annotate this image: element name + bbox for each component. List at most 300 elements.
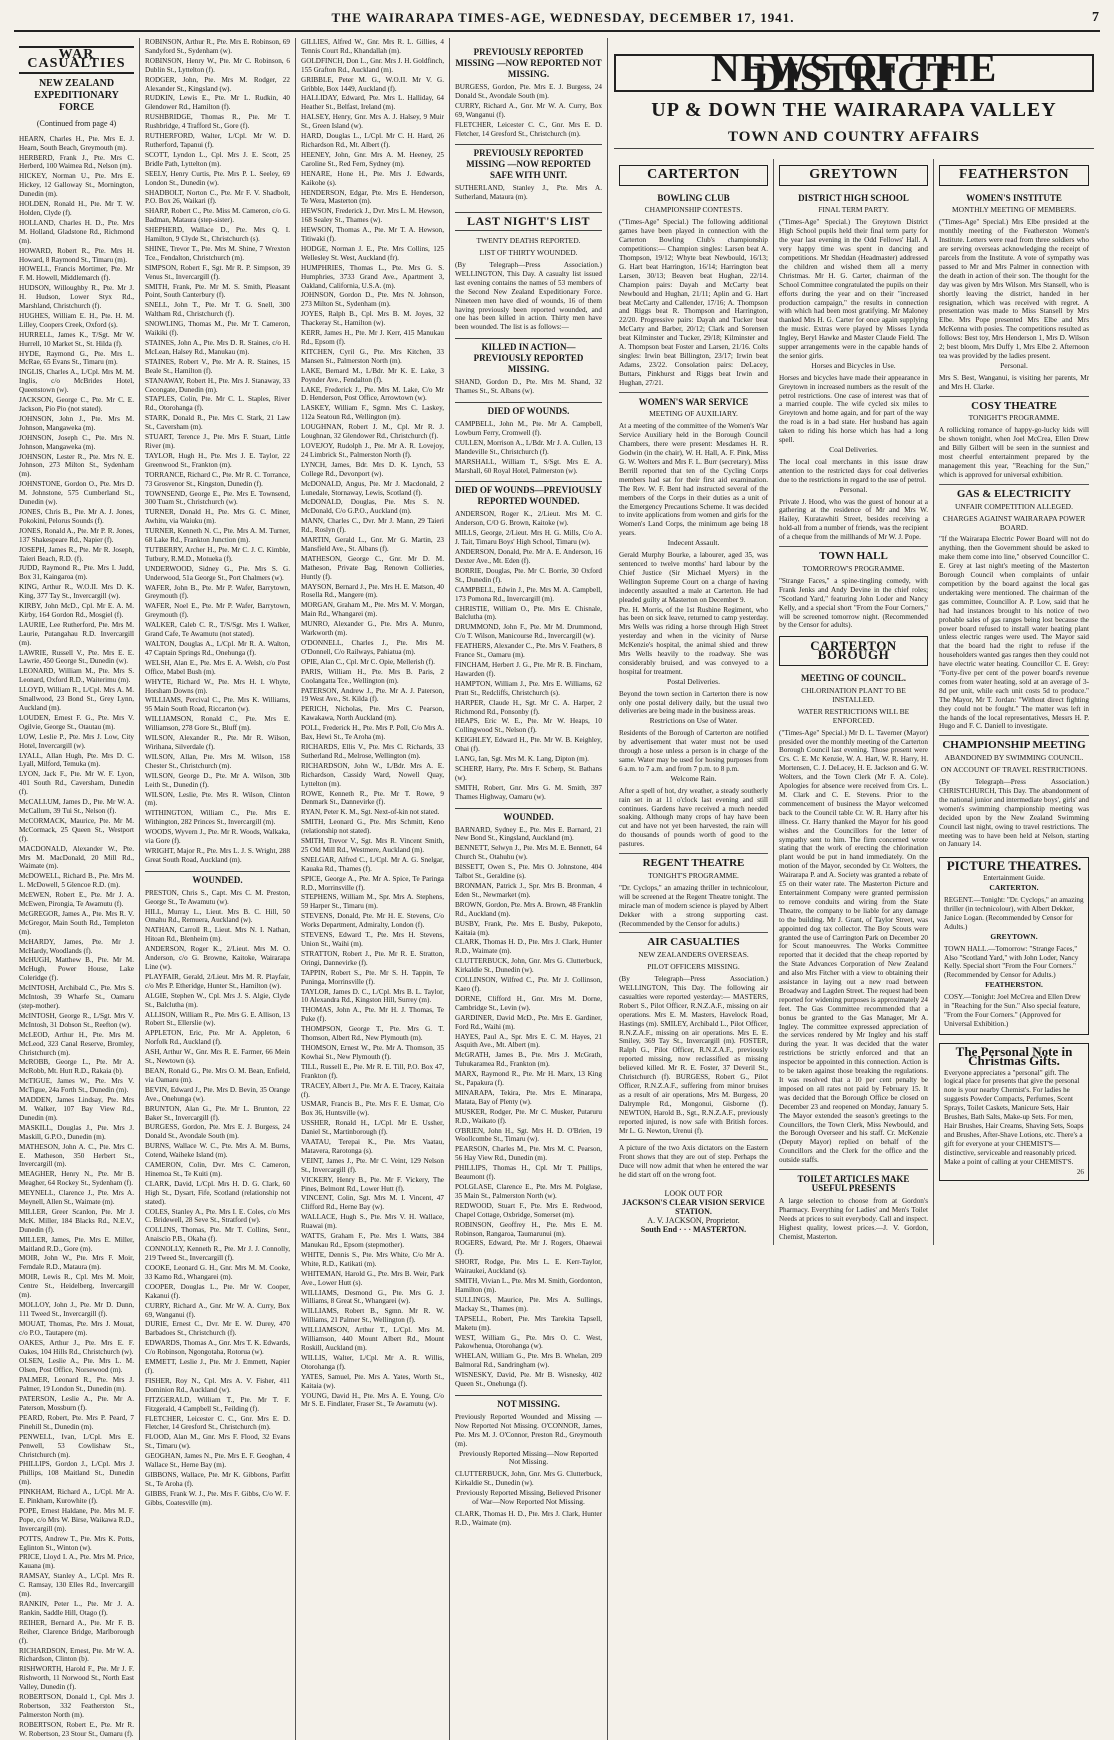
casualty-entry: TILL, Russell E., Pte. Mr R. E. Till, P.O. Box 47, Frankton (f). — [301, 1062, 444, 1080]
water-text: Residents of the Borough of Carterton are notified by advertisement that water must not be used through a hose unless a person is in charge of the same. Water may be used for hosing purposes from 6 a.m. to 7 a.m. and from 7 p.m. to 8 p.m. — [619, 729, 768, 773]
casualty-entry: HENARE, Hone H., Pte. Mrs J. Edwards, Kaikohe (s). — [301, 169, 444, 187]
casualty-entry: LEONARD, William M., Pte. Mrs S. Leonard, Oxford R.D., Waiterimu (m). — [19, 667, 134, 685]
wws-text: At a meeting of the committee of the Women's War Service Auxiliary held in the Borough Council Chambers, there were present: Mesdames H. R. Godwin (in the chair), W. H. Hall, A. F. Pink, Miss G. W. Wolters and Mrs F. L. Burr (secretary). Miss Berrill reported that ten of the Cycling Corps members had sat for their first aid examination. The Rev. W. F. Bent had instructed several of the members of the Corps in their duties as a unit of the Emergency Precautions Scheme. It was decided to invite applications from women and girls for the Women's Land Corps, the minimum age being 18 years. — [619, 422, 768, 538]
casualty-entry: LOUGHNAN, Robert J. M., Cpl. Mr R. J. Loughnan, 32 Glendower Rd., Christchurch (f). — [301, 423, 444, 441]
casualty-entry: HEENEY, John, Gnr. Mrs A. M. Heeney, 25 Caroline St., Red Fern, Sydney (m). — [301, 150, 444, 168]
casualty-entry: CURRY, Richard A., Gnr. Mr W. A. Curry, Box 69, Wanganui (f). — [145, 1301, 290, 1319]
casualty-entry: MINARAPA, Tekira, Pte. Mrs E. Minarapa, Matata, Bay of Plenty (w). — [455, 1088, 602, 1106]
institute-text: ("Times-Age" Special.) Mrs Elbe presided at the monthly meeting of the Featherston Women's Institute. Letters were read from three soldiers who are serving overseas acknowledging the receipt of parcels from the Institute. A vote of sympathy was passed to Mr and Mrs Palmer in connection with the death in action of their son. The thought for the day was given by Mrs Wilson. Mrs Stansell, who is shortly leaving the district, handed in her resignation, which was received with regret. A presentation was made to Miss Stansell by Mrs Elbe. Mrs Pope presented Mrs Elbe and Mrs McKenna with posies. The competitions resulted as follows: Best toy, Mrs Henderson 1, Mrs D. Wilson 2; best bloom, Mrs Duffy 1, Mrs Elbe 2. Afternoon tea was provided by the ladies present. — [939, 218, 1089, 360]
casualty-entry: WISNESKY, David, Pte. Mr B. Wisnesky, 402 Queen St., Onehunga (f). — [455, 1371, 602, 1389]
casualty-entry: LAWRIE, Russell V., Pte. Mrs E. E. Lawrie, 450 George St., Dunedin (w). — [19, 648, 134, 666]
casualty-entry: GILLIES, Alfred W., Gnr. Mrs R. L. Gillies, 4 Tennis Court Rd., Khandallah (m). — [301, 38, 444, 55]
casualty-entry: SMITH, Vivian L., Pte. Mrs M. Smith, Gordonton, Hamilton (m). — [455, 1277, 602, 1294]
misc-text: Pte. H. Morris, of the 1st Rushine Regiment, who has been on sick leave, returned to camp yesterday. Mrs Wells was riding a horse through High Street yesterday and when in the vicinity of Nurse McKenzie's hospital, the animal shied and threw Mrs Wells heavily to the roadway. She was considerably bruised, and was conveyed to a hospital for treatment. — [619, 605, 768, 676]
casualty-entry: MATHESON, George C., Gnr. Mr D. M. Matheson, Private Bag, Renown Collieries, Huntly (f). — [301, 554, 444, 581]
casualty-entry: HENDERSON, Edgar, Pte. Mrs E. Henderson, Te Wera, Masterton (m). — [301, 188, 444, 206]
casualty-entry: McHARDY, James, Pte. Mr J. McHardy, Woodlands (f). — [19, 937, 134, 955]
casualty-entry: FISHER, Roy N., Cpl. Mrs A. V. Fisher, 411 Dominion Rd., Auckland (w). — [145, 1376, 290, 1394]
coal-heading: Coal Deliveries. — [829, 445, 878, 454]
casualty-entry: ROBERTSON, Donald I., Cpl. Mrs J. Robertson, 332 Featherston St., Palmerston North (m). — [19, 1693, 134, 1719]
casualty-entry: JOHNSON, Joseph C., Pte. Mrs N. Johnson, Mangaweka (m). — [19, 433, 134, 451]
casualty-entry: McCORMACK, Maurice, Pte. Mr M. McCormack, 25 Queen St., Westport (f). — [19, 816, 134, 843]
swim-sub2: ON ACCOUNT OF TRAVEL RESTRICTIONS. — [940, 765, 1088, 775]
cosy-sub: TONIGHT'S PROGRAMME. — [968, 413, 1060, 423]
casualty-entry: CONNOLLY, Kenneth R., Pte. Mr J. J. Connolly, 219 Tweed St., Invercargill (f). — [145, 1245, 290, 1263]
cosy-theatre-heading: COSY THEATRE — [971, 399, 1057, 412]
casualty-entry: LOW, Leslie P., Pte. Mrs J. Low, City Hotel, Invercargill (w). — [19, 732, 134, 750]
casualty-entry: SHARP, Robert C., Pte. Miss M. Cameron, c/o G. Badman, Mataura (step-sister). — [145, 207, 290, 225]
casualty-entry: SNOWLING, Thomas M., Pte. Mr T. Cameron, Waikiki (f). — [145, 320, 290, 338]
casualty-entry: TAYLOR, James D. C., L/Cpl. Mrs B. L. Taylor, 10 Alexandra Rd., Kingston Hill, Surrey (m). — [301, 987, 444, 1005]
casualty-entry: BRUNTON, Alan G., Pte. Mr L. Brunton, 22 Baker St., Invercargill (f). — [145, 1104, 290, 1122]
casualty-entry: McINTOSH, George R., L/Sgt. Mrs V. McIntosh, 31 Dobson St., Reefton (w). — [19, 1011, 134, 1029]
casualty-entry: HOWARD, Robert R., Pte. Mrs H. Howard, 8 Raymond St., Timaru (m). — [19, 246, 134, 264]
casualty-entry: MEAGHER, Henry N., Pte. Mr B. Meagher, 64 Rockey St., Sydenham (f). — [19, 1170, 134, 1188]
casualty-entry: WILSON, George D., Pte. Mr A. Wilson, 30b Leith St., Dunedin (f). — [145, 771, 290, 789]
columns — [14, 38, 1100, 1738]
casualty-entry: STRATTON, Robert J., Pte. Mr R. E. Stratton, Oringi, Dannevirke (f). — [301, 949, 444, 967]
cosy-text: A rollicking romance of happy-go-lucky kids will be shown tonight, when Joel McCrea, Ellen Drew and Billy Gilbert will be seen in the sunniest and most cheerful entertainment prepared by the management this year, "Reaching for the Sun," which is approved for universal exhibition. — [939, 426, 1089, 479]
casualty-entry: JONES, Chris B., Pte. Mr A. J. Jones, Pokokini, Pelorus Sounds (f). — [19, 507, 134, 525]
casualty-entry: CAMPBELL, John M., Pte. Mr A. Campbell, Lowburn Ferry, Cromwell (f). — [455, 420, 602, 437]
column-casualties-3 — [296, 38, 450, 1740]
casualty-entry: STAPLES, Colin, Pte. Mr C. L. Staples, River Rd., Otorohanga (f). — [145, 395, 290, 413]
prev-missing-list — [455, 83, 602, 138]
casualty-entry: ANDERSON, Roger K., 2/Lieut. Mrs M. C. Anderson, C/O G. Brown, Kaitoke (w). — [455, 510, 602, 528]
casualty-entry: MARX, Raymond R., Pte. Mr H. Marx, 13 King St., Papakura (f). — [455, 1070, 602, 1088]
casualty-entry: WATTS, Graham F., Pte. Mrs I. Watts, 384 Manukau Rd., Epsom (stepmother). — [301, 1232, 444, 1249]
casualty-entry: RUDKIN, Lewis E., Pte. Mr L. Rudkin, 40 Glendower Rd., Hamilton (f). — [145, 94, 290, 112]
casualty-entry: BUSBY, Frank, Pte. Mrs E. Busby, Pukepoto, Kaitaia (m). — [455, 919, 602, 937]
masthead — [14, 6, 1100, 32]
casualty-entry: PLAYFAIR, Gerald, 2/Lieut. Mrs M. R. Playfair, c/o Mrs P. Etheridge, Hunter St., Hamilton (w). — [145, 972, 290, 990]
rain-text: After a spell of hot, dry weather, a steady southerly rain set in at 11 o'clock last evening and still continues. Gardens have received a much needed soaking. Although many crops of hay have been cut and have not yet been harvested, the rain will do thousands of pounds worth of good to the pastures. — [619, 786, 768, 849]
casualty-entry: SMITH, Trevor V., Sgt. Mrs R. Vincent Smith, 25 Old Mill Rd., Westmere, Auckland (m). — [301, 837, 444, 854]
casualty-entry: BURNS, Wallace W. C., Pte. Mrs A. M. Burns, Cotend, Waiheke Island (m). — [145, 1142, 290, 1160]
prev-not-missing-heading: Previously Reported Missing—Now Reported Not Missing. — [459, 1448, 598, 1467]
casualty-entry: RUSHBRIDGE, Thomas R., Pte. Mr T. Rushbridge, 4 Trafford St., Gore (f). — [145, 113, 290, 131]
casualty-entry: HEAPS, Eric W. E., Pte. Mr W. Heaps, 10 Collingwood St., Nelson (f). — [455, 717, 602, 735]
casualty-entry: WELSH, Alan E., Pte. Mrs E. A. Welsh, c/o Post Office, Mabel Bush (m). — [145, 658, 290, 676]
twenty-deaths-sub: TWENTY DEATHS REPORTED. — [476, 236, 581, 246]
horses-heading: Horses and Bicycles in Use. — [811, 360, 896, 370]
casualty-entry: HILL, Murray L., Lieut. Mrs B. C. Hill, 50 Omahu Rd., Remuera, Auckland (w). — [145, 907, 290, 925]
casualty-entry: SNELGAR, Alfred C., L/Cpl. Mr A. G. Snelgar, Kauaka Rd., Thames (f). — [301, 855, 444, 873]
chlorination-sub: CHLORINATION PLANT TO BE INSTALLED. — [801, 686, 906, 704]
council-meeting-sub: MEETING OF COUNCIL. — [801, 673, 906, 684]
postal-heading: Postal Deliveries. — [667, 676, 720, 686]
casualty-entry: ROBINSON, Geoffrey H., Pte. Mrs E. M. Robinson, Rangaroa, Taumarunui (m). — [455, 1220, 602, 1238]
casualty-entry: CHRISTIE, William O., Pte. Mrs E. Chisnale, Balclutha (m). — [455, 604, 602, 622]
casualty-entry: RICHARDSON, John W., L/Bdr. Mrs A. E. Richardson, Cassidy Ward, Nowell Quay, Lyttelton (m). — [301, 761, 444, 788]
casualty-entry: PATERSON, Andrew J., Pte. Mr A. J. Paterson, 19 West Ave., St. Kilda (f). — [301, 686, 444, 704]
casualty-entry: ROBINSON, Arthur R., Pte. Mrs E. Robinson, 69 Sandyford St., Sydenham (w). — [145, 38, 290, 55]
divider — [779, 1169, 928, 1170]
axis-picture-text: A picture of the two Axis dictators on the Eastern Front shows that they are out of step. Perhaps the Duce will now admit that when he entered the war he did start off on the wrong foot. — [619, 1144, 768, 1180]
featherston-column — [934, 159, 1094, 1245]
casualty-entry: POPE, Ernest Haldane, Pte. Mrs M. F. Pope, c/o Mrs W. Birse, Waikawa R.D., Invercargill (m). — [19, 1506, 134, 1533]
casualty-entry: COLES, Stanley A., Pte. Mrs I. E. Coles, c/o Mrs C. Bridewell, 28 Seve St., Stratford (w). — [145, 1207, 290, 1225]
casualty-entry: STAINES, Robert V., Pte. Mr A. R. Staines, 15 Beale St., Hamilton (f). — [145, 357, 290, 375]
carterton-heading: CARTERTON — [619, 165, 768, 186]
casualty-entry: JOSEPH, James R., Pte. Mr R. Joseph, Taieri Beach, R.D. (f). — [19, 545, 134, 563]
casualty-entry: MILLS, George, 2/Lieut. Mrs H. G. Mills, C/o A. J. Tait, Timaru Boys' High School, Timaru (w). — [455, 529, 602, 547]
casualty-entry: RODGER, John, Pte. Mrs M. Rodger, 22 Alexander St., Kingsland (w). — [145, 75, 290, 93]
personal-note-text: Everyone appreciates a "personal" gift. The logical place for presents that give the personal note is your nearby Chemist's. For ladies he suggests Powder Compacts, Perfumes, Scent Sprays, Toilet Caskets, Manicure Sets, Hair Brushes, Bath Salts, Make-up Sets. For men, Hair Brushes, Hair Creams, Shaving Sets, Soaps and Brushes, After-Shave Lotions, etc. There's a gift for everyone at your CHEMIST'S—distinctive, serviceable and reasonably priced. Make a point of calling at your CHEMIST'S. — [944, 1068, 1084, 1166]
casualty-entry: WAFER, John B., Pte. Mr P. Wafer, Barrytown, Greymouth (f). — [145, 583, 290, 601]
casualty-entry: OAKES, Arthur J., Pte. Mrs E. F. Oakes, 104 Hills Rd., Christchurch (w). — [19, 1338, 134, 1356]
casualty-entry: MUNRO, Alexander G., Pte. Mrs A. Munro, Warkworth (m). — [301, 620, 444, 638]
casualty-entry: RISHWORTH, Harold F., Pte. Mr J. F. Rishworth, 11 Norwood St., North East Valley, Dunedin (f). — [19, 1665, 134, 1692]
prev-pow-heading: Previously Reported Missing, Believed Prisoner of War—Now Reported Not Missing. — [456, 1488, 601, 1507]
casualty-entry: ALLISON, William R., Pte. Mrs G. E. Allison, 13 Robert St., Ellerslie (w). — [145, 1010, 290, 1028]
gas-sub: UNFAIR COMPETITION ALLEGED. — [955, 501, 1073, 511]
divider — [939, 484, 1089, 485]
newspaper-title: THE WAIRARAPA TIMES-AGE, WEDNESDAY, DECEMBER 17, 1941. — [331, 10, 795, 25]
casualty-entry: TURNER, Donald H., Pte. Mrs G. C. Miner, Awhitu, via Waiuku (m). — [145, 508, 290, 526]
casualty-entry: PALMER, Leonard R., Pte. Mrs J. Palmer, 19 London St., Dunedin (m). — [19, 1376, 134, 1394]
casualty-entry: RICHARDSON, Ernest, Pte. Mr W. A. Richardson, Clinton (b). — [19, 1646, 134, 1664]
casualty-entry: HEWSON, Frederick J., Dvr. Mrs L. M. Hewson, 168 Sealey St., Thames (w). — [301, 207, 444, 225]
casualty-entry: FLETCHER, Leicester C. C., Gnr. Mrs E. D. Fletcher, 14 Gresford St., Christchurch (m). — [455, 120, 602, 138]
prev-not-missing-text: CLUTTERBUCK, John, Gnr. Mrs G. Clutterbuck, Kirkaldie St., Dunedin (w). — [455, 1470, 602, 1488]
casualty-entry: PRESTON, Chris S., Capt. Mrs C. M. Preston, George St., Te Awamutu (w). — [145, 888, 290, 906]
town-hall-sub: TOMORROW'S PROGRAMME. — [802, 563, 905, 573]
casualty-entry: POTTS, Andrew T., Pte. Mrs K. Potts, Eglinton St., Winton (w). — [19, 1534, 134, 1552]
casualty-entry: VINCENT, Colin, Sgt. Mrs M. I. Vincent, 47 Clifford Rd., Herne Bay (w). — [301, 1194, 444, 1212]
casualty-entry: HODGE, Norman J. E., Pte. Mrs Collins, 125 Wellesley St. West, Auckland (fr). — [301, 244, 444, 262]
casualty-entry: WEST, William G., Pte. Mrs O. C. West, Pakowhenua, Otorohanga (w). — [455, 1333, 602, 1351]
divider — [619, 932, 768, 933]
casualty-entry: GIBBONS, Wallace, Pte. Mr K. Gibbons, Parfitt St., Te Aroha (f). — [145, 1470, 290, 1488]
casualty-entry: ASH, Arthur W., Gnr. Mrs R. E. Farmer, 66 Mein St., Newtown (s). — [145, 1048, 290, 1066]
swim-text: (By Telegraph—Press Association.) CHRISTCHURCH, This Day. The abandonment of the national junior and intermediate boys', girls' and women's swimming championship meeting was decided upon by the New Zealand Swimming Council last night, owing to travel restrictions. The meeting was to have been held at Nelson, starting on January 14. — [939, 778, 1089, 849]
casualty-entry: McEWEN, Robert E., Pte. Mr J. A. McEwen, Pirongia, Te Awamutu (f). — [19, 891, 134, 909]
casualty-entry: USSHER, Ronald H., L/Cpl. Mr E. Ussher, Daniel St., Martinborough (f). — [301, 1119, 444, 1137]
casualty-entry: WILLIAMS, Percival C., Pte. Mrs K. Williams, 95 Main South Road, Riccarton (w). — [145, 696, 290, 714]
f-personal-text: Mrs S. Best, Wanganui, is visiting her parents, Mr and Mrs H. Clarke. — [939, 373, 1089, 391]
casualty-entry: CULLEN, Morrison A., L/Bdr. Mr J. A. Cullen, 13 Mandeville St., Christchurch (f). — [455, 438, 602, 456]
casualty-entry: HOLDEN, Ronald H., Pte. Mr T. W. Holden, Clyde (f). — [19, 200, 134, 217]
casualty-entry: STUART, Terence J., Pte. Mrs F. Stuart, Little River (m). — [145, 433, 290, 450]
casualty-entry: MOIR, Lewis R., Cpl. Mrs M. Moir, Centre St., Heidelberg, Invercargill (m). — [19, 1273, 134, 1300]
casualty-entry: MATHESON, John A. C., Pte. Mrs C. E. Matheson, 350 Herbert St., Invercargill (m). — [19, 1142, 134, 1169]
casualty-entry: SMITH, Frank, Pte. Mr M. S. Smith, Pleasant Point, South Canterbury (f). — [145, 282, 290, 300]
casualty-entry: DURIE, Ernest C., Dvr. Mr E. W. Durey, 470 Barbadoes St., Christchurch (f). — [145, 1320, 290, 1338]
casualty-entry: COOPER, Douglas L., Pte. Mr W. Cooper, Kakanui (f). — [145, 1282, 290, 1300]
casualty-entry: CAMERON, Colin, Dvr. Mrs C. Cameron, Hinemoa St., Te Kuiti (m). — [145, 1161, 290, 1178]
casualty-entry: MUSKER, Rodger, Pte. Mr C. Musker, Putaruru R.D., Waikato (f). — [455, 1107, 602, 1125]
divider — [619, 392, 768, 393]
casualty-entry: OPIE, Alan C., Cpl. Mr C. Opie, Mellerish (f). — [301, 657, 435, 666]
casualty-entry: KING, Arthur R., W.O.II. Mrs D. K. King, 377 Tay St., Invercargill (w). — [19, 583, 134, 601]
casualty-entry: TORRANCE, Richard C., Pte. Mr R. C. Torrance, 73 Grosvenor St., Kingston, Dunedin (f). — [145, 470, 290, 488]
gas-text: "If the Wairarapa Electric Power Board will not do anything, then the Government should be asked to make them come into line," observed Councillor C. E. Grey at last night's meeting of the Masterton Borough Council when complaints of unfair competition by the board against the local gas undertaking were mentioned. The chairman of the gas committee, Councillor A. P. Low, said that he had had instances brought to his notice of two probable sales of gas ranges being lost because the power board refused to install water heating plant unless electric ranges were used. The Mayor said that the board had the right to refuse if the householders wanted gas ranges then they could not have electric water heating. Councillor C. E. Grey: "Forty-five per cent of the power board's revenue comes from water heating, sold at an average of 3-8d per unit, while each unit costs 5d to produce." The Mayor, Mr T. Jordan: "Without direct fighting they could not be fought." The matter was left in the hands of the local representatives, Messrs H. P. Hugo and F. C. Daniell to investigate. — [939, 535, 1089, 731]
casualty-entry: TAPPIN, Robert S., Pte. Mr S. H. Tappin, Te Puninga, Morrinsville (f). — [301, 968, 444, 986]
casualty-list — [301, 38, 444, 1409]
war-casualties-heading: WAR CASUALTIES — [19, 46, 134, 74]
air-sub: NEW ZEALANDERS OVERSEAS. — [638, 950, 749, 960]
casualty-entry: WILLIAMSON, Arthur T., L/Cpl. Mrs M. Williamson, 440 Mount Albert Rd., Mount Roskill, Auckland (m). — [301, 1326, 444, 1352]
casualty-entry: EDWARDS, Thomas A., Gnr. Mrs T. K. Edwards, C/o Robinson, Ngongotaha, Rotorua (w). — [145, 1339, 290, 1357]
casualty-entry: MANN, Charles C., Dvr. Mr J. Mann, 29 Taieri Rd., Roslyn (f). — [301, 517, 444, 535]
divider — [939, 396, 1089, 397]
casualty-entry: OLSEN, Leslie A., Pte. Mrs L. M. Olsen, Post Office, Norsewood (m). — [19, 1357, 134, 1375]
divider — [779, 546, 928, 547]
town-hall-heading: TOWN HALL — [819, 550, 888, 563]
casualty-entry: FLETCHER, Leicester C. C., Gnr. Mrs E. D. Fletcher, 14 Gresford St., Christchurch (m). — [145, 1414, 290, 1432]
divider — [619, 1139, 768, 1140]
casualty-entry: JUDD, Raymond R., Pte. Mrs I. Judd, Box 31, Kaingaroa (m). — [19, 564, 134, 582]
casualty-entry: WHYTE, Richard W., Pte. Mrs H. I. Whyte, Horsham Downs (m). — [145, 677, 290, 695]
pic-carterton-text: REGENT.—Tonight: "Dr. Cyclops," an amazing thriller (in technicolour), with Albert Dekker, Janice Logan. (Recommended by Censor for Adults.) — [944, 896, 1084, 931]
pic-featherston-text: COSY.—Tonight: Joel McCrea and Ellen Drew in "Reaching for the Sun." Also special feature, "From the Four Corners." (Approved for Universal Exhibition.) — [944, 993, 1081, 1028]
school-text: ("Times-Age" Special.) The Greytown District High School pupils held their final term party for the year last evening in the Odd Fellows' Hall. A very happy time was spent in dancing and competitions. Mr Sheddan (Headmaster) addressed the children and wished them all a merry Christmas. Mr H. G. Carter, chairman of the School Committee congratulated the pupils on their efforts during the year and on their "increased production campaign," the results in connection with which had been most gratifying. Mr Maloney thanked Mrs H. G. Carter for once again supplying the music. Extras were played by Misses Lynda Ingley, Beryl Hawke and Master Claude Field. The supper arrangements were in the capable hands of the senior girls. — [779, 218, 928, 360]
regent-text: "Dr. Cyclops," an amazing thriller in technicolour, will be screened at the Regent Theatre tonight. The miracle man of modern science is played by Albert Dekker with a strong supporting cast. (Recommended by the Censor for adults.) — [619, 883, 768, 928]
casualty-entry: McHUGH, Matthew B., Pte. Mr M. McHugh, Power House, Lake Coleridge (f). — [19, 956, 134, 983]
prev-missing-safe-heading: PREVIOUSLY REPORTED MISSING —NOW REPORTED SAFE WITH UNIT. — [455, 144, 602, 181]
gas-electricity-heading: GAS & ELECTRICITY — [956, 487, 1072, 500]
thirty-wounded-sub: LIST OF THIRTY WOUNDED. — [479, 248, 578, 258]
casualty-entry: McTIGUE, James W., Pte. Mrs V. McTigue, 24a Forth St., Dunedin (m). — [19, 1077, 134, 1095]
casualty-entry: THOMSON, Ernest W., Pte. Mr A. Thomson, 35 Kowhai St., New Plymouth (f). — [301, 1043, 444, 1061]
casualty-entry: SPICE, George A., Pte. Mr A. Spice, Te Paringa R.D., Morrinsville (f). — [301, 874, 444, 892]
carterton-column — [614, 159, 774, 1245]
womens-institute-heading: WOMEN'S INSTITUTE — [966, 192, 1062, 203]
casualty-entry: COLLINS, Thomas, Pte. Mr T. Collins, Senr., Anaiscio P.B., Okaha (f). — [145, 1226, 290, 1244]
casualty-entry: SHORT, Rodge, Pte. Mrs L. E. Kerr-Taylor, Wairaukei, Auckland (s). — [455, 1258, 602, 1276]
casualty-entry: SHINE, Trevor T., Pte. Mrs M. Shine, 7 Wrexton Tce., Fendalton, Christchurch (m). — [145, 244, 290, 262]
regent-sub: TONIGHT'S PROGRAMME. — [648, 870, 739, 880]
picture-theatres-box — [939, 857, 1089, 1034]
casualty-entry: BURGESS, Gordon, Pte. Mrs E. J. Burgess, 24 Donald St., Avondale South (m). — [455, 83, 602, 100]
casualty-entry: MILLER, Greer Scanlon, Pte. Mr J. McK. Miller, 184 Blacks Rd., N.E.V., Dunedin (f). — [19, 1207, 134, 1234]
casualty-entry: MOIR, John W., Pte. Mrs F. Moir, Ferndale R.D., Mataura (m). — [19, 1254, 134, 1272]
casualty-entry: WILLIS, Walter, L/Cpl. Mr A. R. Willis, Otorohanga (f). — [301, 1353, 444, 1371]
casualty-entry: WHITE, Dennis S., Pte. Mrs White, C/o Mr A. White, R.D., Katikati (m). — [301, 1250, 444, 1268]
casualty-entry: McGRATH, James B., Pte. Mrs J. McGrath, Tuhukaramea Rd., Frankton (m). — [455, 1051, 602, 1069]
casualty-entry: CLUTTERBUCK, John, Gnr. Mrs G. Clutterbuck, Kirkaldie St., Dunedin (w). — [455, 957, 602, 975]
district-news-area — [608, 38, 1100, 1740]
casualty-entry: MEYNELL, Clarence J., Pte. Mrs A. Meynell, Allen St., Waimate (m). — [19, 1189, 134, 1207]
swim-sub: ABANDONED BY SWIMMING COUNCIL. — [944, 753, 1084, 763]
casualty-entry: ALGIE, Stephen W., Cpl. Mrs J. S. Algie, Clyde St., Balclutha (m). — [145, 991, 290, 1009]
casualty-entry: BORRIE, Douglas, Pte. Mr C. Borrie, 30 Oxford St., Dunedin (f). — [455, 566, 602, 584]
casualty-entry: McDONALD, Angus, Pte. Mr J. Macdonald, 2 Lunedale, Stornaway, Lewis, Scotland (f). — [301, 479, 444, 497]
regent-theatre-heading: REGENT THEATRE — [642, 857, 745, 870]
casualty-entry: TAYLOR, Hugh H., Pte. Mrs J. E. Taylor, 22 Greenwood St., Frankton (m). — [145, 451, 290, 469]
ad-number: 26 — [1076, 1167, 1084, 1176]
featherston-heading: FEATHERSTON — [939, 165, 1089, 186]
casualty-entry: ROWE, Kenneth R., Pte. Mr T. Rowe, 9 Denmark St., Dannevirke (f). — [301, 789, 444, 807]
casualty-entry: DRUMMOND, John F., Pte. Mr M. Drummond, C/o T. Wilson, Manicourse Rd., Invercargill (w). — [455, 623, 602, 641]
horses-text: Horses and bicycles have made their appearance in Greytown in increased numbers as the result of the petrol restrictions. One case of interest was that of a married couple. The wife cycled six miles to Greytown and home again, and for part of the way the road is in a bad state. Her husband has again taken to riding his horse which has had a long spell. — [779, 373, 928, 445]
casualty-entry: KEIGHLEY, Edward H., Pte. Mr W. B. Keighley, Ohai (f). — [455, 736, 602, 754]
casualty-entry: O'DONNELL, Charles J., Pte. Mrs M. O'Donnell, C/o Railways, Pahiatua (m). — [301, 639, 444, 656]
casualty-entry: PERICH, Nicholas, Pte. Mrs C. Pearson, Kawakawa, North Auckland (m). — [301, 705, 444, 723]
casualty-entry: SCHERP, Harry, Pte. Mrs F. Scherp, St. Bathans (w). — [455, 764, 602, 782]
casualty-entry: REIHER, Bernard A., Pte. Mr F. B. Reiher, Clarence Bridge, Marlborough (f). — [19, 1618, 134, 1645]
casualty-entry: PATERSON, Leslie A., Pte. Mr A. Paterson, Mossburn (f). — [19, 1395, 134, 1412]
casualty-entry: RICHARDS, Ellis V., Pte. Mrs C. Richards, 33 Sutherland Rd., Melrose, Wellington (m). — [301, 742, 444, 760]
casualty-entry: WALKER, Caleb C. R., T/S/Sgt. Mrs I. Walker, Grand Cafe, Te Awamutu (not stated). — [145, 621, 290, 639]
casualty-entry: HOLLAND, Charles H. D., Pte. Mrs M. Holland, Gladstone Rd., Richmond (m). — [19, 218, 134, 245]
casualty-entry: HEARN, Charles H., Pte. Mrs E. J. Hearn, South Beach, Greymouth (m). — [19, 134, 134, 152]
casualty-entry: SULLINGS, Maurice, Pte. Mrs A. Sullings, Mackay St., Thames (m). — [455, 1295, 602, 1313]
lookout-text: JACKSON'S CLEAR VISION SERVICE STATION. — [622, 1197, 765, 1216]
casualty-entry: GEOGHAN, James N., Pte. Mrs E. F. Geoghan, 4 Wallace St., Herne Bay (m). — [145, 1452, 290, 1470]
casualty-entry: SMITH, Leonard G., Pte. Mrs Schmitt, Keno (relationship not stated). — [301, 818, 444, 836]
casualty-entry: FINCHAM, Herbert J. G., Pte. Mr R. B. Fincham, Hawarden (f). — [455, 660, 602, 678]
bowling-club-heading: BOWLING CLUB — [657, 192, 730, 203]
divider — [939, 735, 1089, 736]
casualty-entry: STAINES, John A., Pte. Mrs D. R. Staines, c/o H. McLean, Halsey Rd., Manukau (m). — [145, 339, 290, 356]
casualty-entry: POLGLASE, Clarence E., Pte. Mrs M. Polglase, 35 Main St., Palmerston North (w). — [455, 1183, 602, 1200]
prev-missing-heading: PREVIOUSLY REPORTED MISSING —NOW REPORTED NOT MISSING. — [455, 47, 602, 79]
casualty-entry: HYDE, Raymond G., Pte. Mrs L. McRae, 65 Evans St., Timaru (m). — [19, 349, 134, 367]
toilet-articles-heading: TOILET ARTICLES MAKE USEFUL PRESENTS — [797, 1174, 910, 1193]
borough-text: ("Times-Age" Special.) Mr D. L. Taverner (Mayor) presided over the monthly meeting of the Carterton Borough Council last evening. Those present were Crs. C. E. Mc Kenzie, W. A. Hart, W. R. Harry, H. Mortensen, C. J. DeLacey, H. E. Jackson and G. W. Wolters, and the Town Clerk (Mr F. A. Cole). Apologies for absence were received from Crs. L. M. Clark and C. E. Stevens. Prior to the commencement of business the Mayor welcomed back to the Council table Cr. W. R. Harry after his illness. Cr. Harry thanked the Mayor for his good wishes and the Councillors for the letter of sympathy sent to him. The firm concerned wrote stating that the work of erecting the chlorination plant would be put in hand immediately. On the motion of the Mayor, seconded by Cr. Wolters, the Wairarapa P. and A. Society was granted a rebate of £5 on their water rate. The Masterton Picture and Entertainment Company were granted permission to remove conduits and wiring from the State Theatre, the company to be liable for any damage to the building. Mr J. Grant, of Taylor Street, was appointed dog tax collector. The Boy Scouts were granted the use of Carrington Park on December 20 for Scout manoeuvres. The Works Committee reported that it decided that the cheap reported by the State Advances Corporation of New Zealand and also Mrs Fitcher with a view to obtaining their assistance in laying out a new road between Broadway and Lagden Street. The request had been reported for widening purposes is approximately 24 feet. The Gas Committee recommended that a bonus be granted to the Gas Manager, Mr A. Ingley. The committee expressed appreciation of the services rendered by Mr Ingley and his staff during the year. It was decided that the water restrictions be strictly enforced and that an inspector be appointed in this connection. Action is to be taken against those breaking the regulations. It was resolved that a 10 per cent penalty be imposed on all rates not paid by February 15. It was decided that the Borough Office be closed on December 23 and reopened on Monday, January 5. The Mayor extended the season's greetings to the Councillors, the Town Clerk, Miss Newbould, and the Borough Overseer and his staff. Cr. McKenzie (Deputy Mayor) replied on behalf of the Councillors and the Clerk for the office and the outside staffs. — [779, 728, 928, 1165]
greytown-column — [774, 159, 934, 1245]
casualty-entry: HUMPHRIES, Thomas L., Pte. Mrs G. S. Humphries, 3733 Grand Ave., Apartment 3, Oakland, California, U.S.A. (m). — [301, 263, 444, 290]
casualty-entry: McGREGOR, James A., Pte. Mrs R. V. McGregor, Main South Rd., Templeton (m). — [19, 909, 134, 936]
casualty-entry: SUTHERLAND, Stanley J., Pte. Mrs A. Sutherland, Mataura (m). — [455, 184, 602, 202]
last-nights-list-heading: LAST NIGHT'S LIST — [455, 212, 602, 231]
casualty-entry: POLL, Frederick H., Pte. Mrs P. Poll, C/o Mrs A. Bax, Hewi St., Te Aroha (m). — [301, 724, 444, 742]
coal-text: The local coal merchants in this issue draw attention to the restricted days for coal deliveries due to the restrictions in regard to the use of petrol. — [779, 457, 928, 484]
wounded-list-2 — [455, 826, 602, 1389]
casualty-entry: WALTON, Douglas A., L/Cpl. Mr R. A. Walton, 47 Captain Springs Rd., Onehunga (f). — [145, 640, 290, 657]
continued-note: (Continued from page 4) — [36, 118, 117, 128]
casualty-entry: MOLLOY, John J., Pte. Mr D. Dunn, 111 Tweed St., Invercargill (f). — [19, 1301, 134, 1318]
casualty-entry: KITCHEN, Cyril G., Pte. Mrs Kitchen, 33 Mansen St., Palmerston North (m). — [301, 347, 444, 365]
casualty-entry: SEELY, Henry Curtis, Pte. Mrs P. L. Seeley, 69 London St., Dunedin (w). — [145, 169, 290, 187]
casualty-entry: LOVEJOY, Rudolph J., Pte. Mr A. R. Lovejoy, 24 Limbrick St., Palmerston North (f). — [301, 441, 444, 459]
casualty-entry: VEINT, James J., Pte. Mr C. Veint, 129 Nelson St., Invercargill (f). — [301, 1156, 444, 1174]
casualty-entry: WALLACE, Hugh S., Pte. Mrs V. H. Wallace, Ruawai (m). — [301, 1213, 444, 1231]
casualty-entry: VICKERY, Henry B., Pte. Mr F. Vickery, The Pines, Belmont Rd., Lower Hutt (f). — [301, 1175, 444, 1193]
column-war-casualties — [14, 38, 140, 1740]
greytown-heading: GREYTOWN — [779, 165, 928, 186]
personal-note-heading: The Personal Note in Christmas Gifts. — [955, 1043, 1073, 1068]
casualty-entry: THOMAS, John A., Pte. Mr H. J. Thomas, Te Puke (f). — [301, 1006, 444, 1024]
casualty-entry: STEVENS, Donald, Pte. Mr H. E. Stevens, C/o Works Department, Admiralty, London (f). — [301, 912, 444, 930]
water-heading: Restrictions on Use of Water. — [649, 716, 738, 726]
casualty-entry: PENWELL, Ivan, L/Cpl. Mrs E. Penwell, 53 Cowlishaw St., Christchurch (m). — [19, 1432, 134, 1459]
dow-prev-list — [455, 510, 602, 801]
town-hall-text: "Strange Faces," a spine-tingling comedy, with Frank Jenks and Andy Devine in the chief roles; "Scotland Yard," featuring John Loder and Nancy Kelly, and a special short "From the Four Corners," will be screened tomorrow night. (Recommended by the Censor for adults). — [779, 576, 928, 630]
casualty-entry: PHILLIPS, Thomas H., Cpl. Mr T. Phillips, Beaumont (f). — [455, 1164, 602, 1182]
casualty-entry: COOKE, Leonard G. H., Gnr. Mrs M. M. Cooke, 33 Kamo Rd., Whangarei (m). — [145, 1264, 290, 1281]
district-columns — [614, 159, 1094, 1245]
casualty-entry: LAURIE, Lee Rutherford, Pte. Mrs M. Laurie, Putangahau R.D. Invercargill (m). — [19, 620, 134, 647]
wounded-list — [145, 889, 290, 1508]
dow-prev-heading: DIED OF WOUNDS—PREVIOUSLY REPORTED WOUNDED. — [455, 481, 602, 507]
casualty-entry: ROBERTSON, Robert E., Pte. Mr R. W. Robertson, 23 Stour St., Oamaru (f). — [19, 1720, 134, 1738]
casualty-entry: RYAN, Peter K. M., Sgt. Next-of-kin not stated. — [301, 808, 440, 817]
casualty-entry: HALSEY, Henry, Gnr. Mrs A. J. Halsey, 9 Muir St., Green Island (w). — [301, 113, 444, 131]
casualty-entry: INGLIS, Charles A., L/Cpl. Mrs M. M. Inglis, c/o McBrides Hotel, Queenstown (w). — [19, 368, 134, 395]
casualty-entry: TOWNSEND, George E., Pte. Mrs E. Townsend, 300 Tuam St., Christchurch (w). — [145, 489, 290, 507]
lookout-address: South End · · · MASTERTON. — [640, 1224, 747, 1234]
casualty-entry: PEARD, Robert, Pte. Mrs P. Peard, 7 Pinehill St., Dunedin (m). — [19, 1413, 134, 1431]
casualty-entry: JOHNSON, John J., Pte. Mrs M. Johnson, Mangaweka (m). — [19, 414, 134, 432]
casualty-entry: SNELL, John T., Pte. Mr T. G. Snell, 300 Waltham Rd., Christchurch (f). — [145, 301, 290, 319]
casualty-entry: CURRY, Richard A., Gnr. Mr W. A. Curry, Box 69, Wanganui (f). — [455, 101, 602, 119]
casualty-entry: HOWELL, Francis Mortimer, Pte. Mr F. M. Howell, Middlemarch (f). — [19, 265, 134, 283]
bowling-sub: CHAMPIONSHIP CONTESTS. — [644, 205, 743, 215]
casualty-entry: SMITH, Robert, Gnr. Mrs G. M. Smith, 397 Thames Highway, Oamaru (w). — [455, 783, 602, 801]
casualty-entry: BENNETT, Selwyn J., Pte. Mrs M. E. Bennett, 64 Church St., Otahuhu (w). — [455, 844, 602, 862]
casualty-entry: VAATAU, Terepai K., Pte. Mrs Vaatau, Matavera, Rarotonga (s). — [301, 1138, 444, 1155]
casualty-entry: YOUNG, David H., Pte. Mrs A. E. Young, C/o Mr S. E. Findlater, Fraser St., Te Awamutu (w). — [301, 1391, 444, 1409]
casualty-list — [145, 38, 290, 865]
casualty-entry: HICKEY, Norman U., Pte. Mrs E. Hickey, 12 Galloway St., Mornington, Dunedin (m). — [19, 172, 134, 199]
casualty-entry: LASKEY, William F., Sgmn. Mrs C. Laskey, 112a Seatoun Rd., Wellington (m). — [301, 404, 444, 422]
casualty-entry: MAYSON, Bernard J., Pte. Mrs H. E. Matson, 40 Rosella Rd., Mangere (m). — [301, 582, 444, 600]
gas-sub2: CHARGES AGAINST WAIRARAPA POWER BOARD. — [942, 513, 1086, 532]
news-of-the-district-title: NEWS OF THE DISTRICT — [614, 54, 1094, 92]
casualty-entry: McCALLUM, James D., Pte. Mr W. A. McCallum, 39 Tui St., Nelson (f). — [19, 798, 134, 815]
casualty-entry: NATHAN, Carroll R., Lieut. Mrs N. I. Nathan, Hitoan Rd., Blenheim (m). — [145, 926, 290, 944]
casualty-entry: MARSHALL, William T., S/Sgt. Mrs E. A. Marshall, 60 Royal Hotel, Palmerston (w). — [455, 457, 602, 475]
casualty-entry: FEATHERS, Alexander C., Pte. Mrs V. Feathers, 8 France St., Oamaru (m). — [455, 642, 602, 660]
died-of-wounds-heading: DIED OF WOUNDS. — [455, 402, 602, 417]
casualty-entry: HARD, Douglas L., L/Cpl. Mr C. H. Hard, 26 Richardson Rd., Mt. Albert (f). — [301, 132, 444, 149]
casualty-entry: MADDEN, James Lindsay, Pte. Mrs M. Walker, 107 Bay View Rd., Dunedin (m). — [19, 1096, 134, 1122]
personal-text: Private J. Hood, who was the guest of honour at a gathering at the residence of Mr and Mrs W. Hailey, Kuratawhiti Street, besides receiving a hold-all from a number of friends, was the recipient of a cheque from the millhands of Mr W. J. Pope. — [779, 497, 928, 542]
jackson-advert — [619, 1190, 768, 1235]
casualty-entry: MOUAT, Thomas, Pte. Mrs J. Mouat, c/o P.O., Tautapere (m). — [19, 1319, 134, 1337]
casualty-entry: MASKILL, Douglas J., Pte. Mrs J. Maskill, G.P.O., Dunedin (m). — [19, 1123, 134, 1141]
killed-heading: KILLED IN ACTION—PREVIOUSLY REPORTED MISSING. — [455, 338, 602, 375]
casualty-entry: WILLIAMS, Robert B., Sgmn. Mr R. W. Williams, 21 Palmer St., Wellington (f). — [301, 1307, 444, 1325]
casualty-entry: O'BRIEN, John H., Sgt. Mrs H. D. O'Brien, 19 Woollcombe St., Timaru (w). — [455, 1126, 602, 1144]
casualty-entry: BRONMAN, Patrick J., Spr. Mrs B. Bronman, 4 Eden St., Newmarket (m). — [455, 882, 602, 899]
casualty-entry: FLOOD, Alan M., Gnr. Mrs F. Flood, 32 Evans St., Timaru (w). — [145, 1433, 290, 1451]
casualty-entry: BISSETT, Owen S., Pte. Mrs O. Johnstone, 404 Talbot St., Geraldine (s). — [455, 863, 602, 881]
casualty-entry: WHITEMAN, Harold G., Pte. Mrs B. Weir, Park Ave., Lower Hutt (s). — [301, 1269, 444, 1287]
casualty-entry: SHAND, Gordon D., Pte. Mrs M. Shand, 32 Thames St., St. Albans (w). — [455, 378, 602, 396]
casualty-entry: McDOWELL, Richard B., Pte. Mrs M. L. McDowell, 5 Glencoe R.D. (m). — [19, 872, 134, 890]
wws-sub: MEETING OF AUXILIARY. — [649, 409, 738, 419]
casualty-entry: CLARK, Thomas H. D., Pte. Mrs J. Clark, Hunter R.D., Waimate (m). — [455, 938, 602, 956]
casualty-entry: RUTHERFORD, Walter, L/Cpl. Mr W. D. Rutherford, Tapanui (f). — [145, 132, 290, 149]
picture-theatres-heading: PICTURE THEATRES. — [946, 858, 1082, 874]
casualty-entry: CLARK, David, L/Cpl. Mrs H. D. G. Clark, 60 High St., Dysart, Fife, Scotland (relationship not stated). — [145, 1179, 290, 1206]
casualty-entry: GRIBBLE, Peter M. G., W.O.II. Mr V. G. Gribble, Box 1449, Auckland (f). — [301, 75, 444, 93]
indecent-assault-heading: Indecent Assault. — [667, 538, 720, 548]
casualty-entry: JONES, Ronald A., Pte. Mr P. R. Jones, 137 Shakespeare Rd., Napier (f). — [19, 526, 134, 544]
casualty-entry: PARIS, William H., Pte. Mrs B. Paris, 2 Coolangatta Tce., Wellington (m). — [301, 667, 444, 685]
casualty-entry: BEVIN, Edward J., Pte. Mrs D. Bevin, 35 Orange Ave., Onehunga (w). — [145, 1085, 290, 1103]
column-casualties-2 — [140, 38, 296, 1740]
column-casualties-4 — [450, 38, 608, 1740]
town-country-subtitle: TOWN AND COUNTRY AFFAIRS — [614, 133, 1094, 149]
casualty-entry: JOHNSTONE, Gordon O., Pte. Mrs D. M. Johnstone, 575 Cumberland St., Dunedin (w). — [19, 480, 134, 507]
not-missing-text: Previously Reported Wounded and Missing — Now Reported Not Missing. O'CONNOR, James, Pte. Mrs M. J. O'Connor, Preston Rd., Greymouth (m). — [455, 1412, 602, 1448]
casualty-entry: LAKE, Frederick J., Pte. Mrs M. Lake, C/o Mr D. Henderson, Post Office, Arrowtown (w). — [301, 385, 444, 403]
casualty-entry: TRACEY, Albert J., Pte. Mr A. E. Tracey, Kaitaia (f). — [301, 1081, 444, 1099]
pic-featherston: FEATHERSTON. — [985, 980, 1043, 990]
high-school-heading: DISTRICT HIGH SCHOOL — [798, 192, 909, 203]
personal-note-box — [939, 1043, 1089, 1182]
casualty-entry: UNDERWOOD, Sidney G., Pte. Mrs S. G. Underwood, 51a George St., Port Chalmers (w). — [145, 564, 290, 582]
casualty-entry: RANKIN, Peter L., Pte. Mr J. A. Rankin, Saddle Hill, Otago (f). — [19, 1600, 134, 1617]
casualty-entry: BROWN, Gordon, Pte. Mrs A. Brown, 48 Franklin Rd., Auckland (m). — [455, 900, 602, 918]
casualty-entry: GIBBS, Frank W. J., Pte. Mrs F. Gibbs, C/o W. F. Gibbs, Coatesville (m). — [145, 1489, 290, 1507]
casualty-entry: LYALL, Allan Hugh, Pte. Mrs D. C. Lyall, Milford, Temuka (m). — [19, 751, 134, 769]
